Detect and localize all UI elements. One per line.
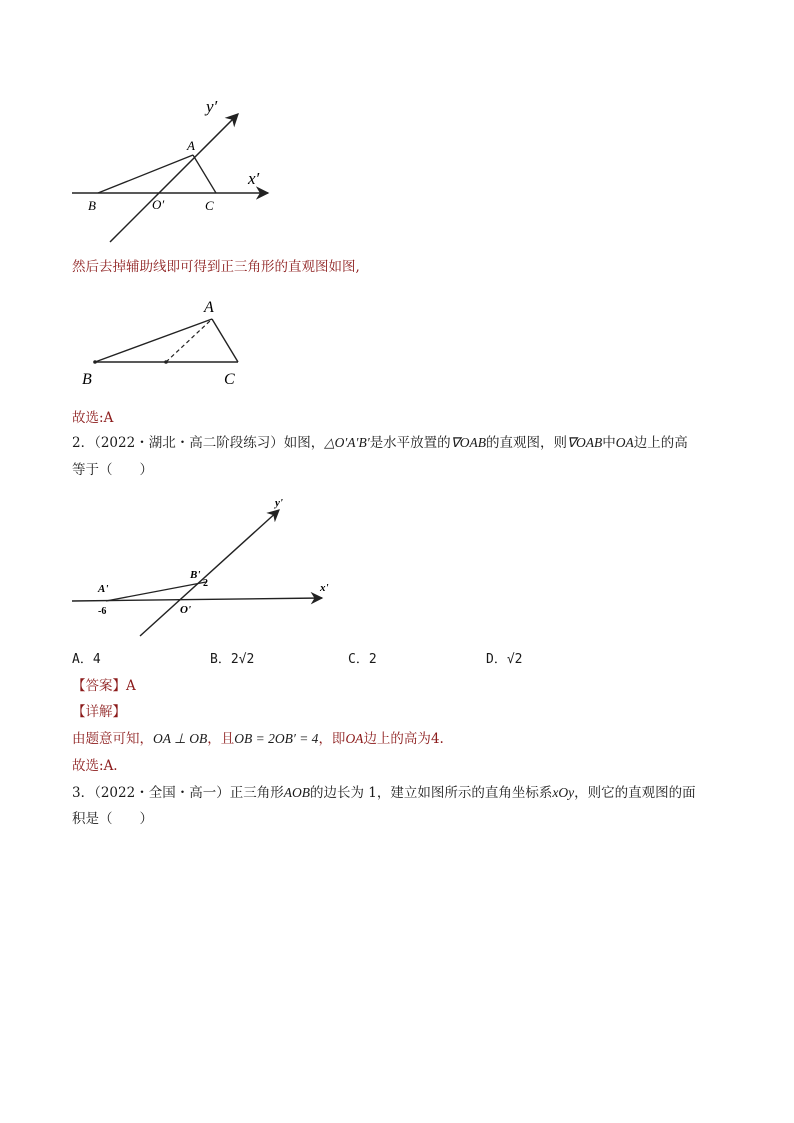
label-b: B xyxy=(82,371,92,388)
question-2 xyxy=(72,433,688,453)
exp-m3: OA xyxy=(345,731,364,746)
label-c: C xyxy=(224,371,235,388)
label-2: 2 xyxy=(203,578,208,589)
option-b-letter: B． xyxy=(210,652,231,667)
choice-line-2 xyxy=(72,756,118,776)
q2-suffix: 边上的高 xyxy=(633,435,688,451)
q3-prefix: 3．（2022・全国・高一）正三角形 xyxy=(72,785,284,801)
explanation-line xyxy=(72,729,444,749)
question-3-line2: 积是（ ） xyxy=(72,811,153,827)
option-b-value: 2√2 xyxy=(230,652,255,667)
oblique-axes-figure-1 xyxy=(60,90,300,250)
q2-mid3: 中 xyxy=(602,435,616,451)
exp-p2: ，且 xyxy=(207,731,235,747)
edge-ab xyxy=(95,319,212,362)
segment-ac xyxy=(193,155,216,193)
q2-tri1: △O′A′B′ xyxy=(324,435,370,450)
y-axis xyxy=(140,510,279,636)
option-d[interactable] xyxy=(486,648,522,667)
answer-label: 【答案】 xyxy=(72,678,126,694)
detail-label: 【详解】 xyxy=(72,704,126,720)
question-2-line2: 等于（ ） xyxy=(72,462,153,478)
q2-mid2: 的直观图，则 xyxy=(485,435,567,451)
label-x: x' xyxy=(320,582,329,594)
option-a[interactable] xyxy=(72,648,101,667)
q3-tri: AOB xyxy=(283,785,310,800)
option-a-letter: A． xyxy=(72,652,93,667)
label-o: O′ xyxy=(152,197,165,212)
text-remove-auxiliary: 然后去掉辅助线即可得到正三角形的直观图如图, xyxy=(72,259,360,275)
option-a-value: 4 xyxy=(92,652,101,667)
question-3 xyxy=(72,783,696,803)
option-c[interactable] xyxy=(348,648,377,667)
label-a: A xyxy=(187,138,195,153)
exp-p4: 边上的高为 xyxy=(363,731,431,747)
choice-value: A xyxy=(103,410,114,426)
label-c: C xyxy=(205,198,214,213)
choice-line-1 xyxy=(72,408,113,428)
answer-line xyxy=(72,676,136,696)
exp-m4: 4 xyxy=(430,731,440,747)
option-c-letter: C． xyxy=(348,652,369,667)
q2-tri2: ∇OAB xyxy=(450,435,486,450)
exp-m1: OA ⊥ OB xyxy=(153,731,208,746)
point-mid xyxy=(164,360,168,364)
exp-m2: OB = 2OB′ = 4 xyxy=(234,731,319,746)
label-b: B' xyxy=(190,569,201,581)
oblique-triangle-figure-2 xyxy=(70,292,270,392)
q2-mid1: 是水平放置的 xyxy=(369,435,451,451)
q2-prefix: 2．（2022・湖北・高二阶段练习）如图， xyxy=(72,435,325,451)
edge-ac xyxy=(212,319,238,362)
segment-ab xyxy=(106,582,206,601)
option-c-value: 2 xyxy=(368,652,377,667)
dashed-auxiliary xyxy=(166,319,212,362)
q2-seg: OA xyxy=(615,435,634,450)
choice2-value: A. xyxy=(103,758,118,774)
choice2-label: 故选: xyxy=(72,758,104,774)
q3-mid: 的边长为 1，建立如图所示的直角坐标系 xyxy=(309,785,553,801)
option-d-value: √2 xyxy=(506,652,523,667)
label-a: A xyxy=(204,299,214,316)
y-axis xyxy=(110,114,238,242)
q2-tri3: ∇OAB xyxy=(566,435,603,450)
label-x: x′ xyxy=(248,169,260,188)
q3-suffix: ，则它的直观图的面 xyxy=(574,785,696,801)
point-b xyxy=(93,360,97,364)
option-b[interactable] xyxy=(210,648,254,667)
label-y: y′ xyxy=(206,97,218,116)
option-d-letter: D． xyxy=(486,652,507,667)
answer-value: A xyxy=(126,678,136,694)
label-neg6: -6 xyxy=(98,606,107,617)
label-y: y' xyxy=(275,497,283,509)
choice-label: 故选: xyxy=(72,410,104,426)
exp-p5: . xyxy=(439,731,444,747)
exp-p3: ，即 xyxy=(318,731,346,747)
oblique-axes-figure-3 xyxy=(62,490,352,640)
label-a: A' xyxy=(98,583,109,595)
label-b: B xyxy=(88,198,96,213)
exp-p1: 由题意可知， xyxy=(72,731,153,747)
label-o: O' xyxy=(180,604,191,616)
q3-sys: xOy xyxy=(552,785,575,800)
